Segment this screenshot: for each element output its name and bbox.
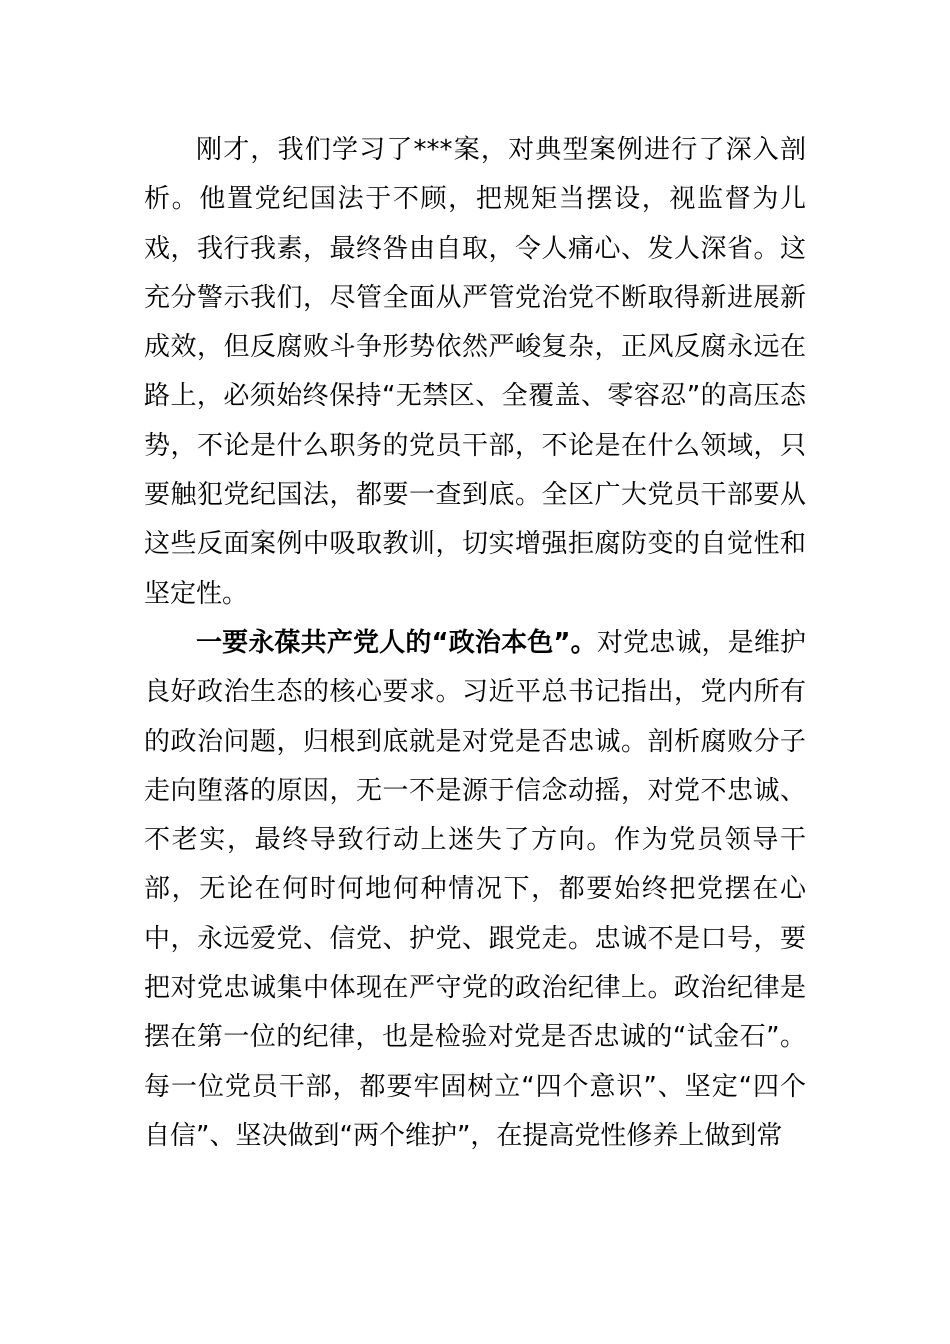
paragraph-2	[144, 619, 806, 1161]
paragraph-1	[144, 126, 806, 619]
paragraph-2-heading: 一要永葆共产党人的“政治本色”。	[196, 627, 597, 658]
document-body	[144, 126, 806, 1161]
paragraph-1-text: 刚才，我们学习了***案，对典型案例进行了深入剖析。他置党纪国法于不顾，把规矩当摆设，视监督为儿戏，我行我素，最终咎由自取，令人痛心、发人深省。这充分警示我们，尽管全面从严管党治党不断取得新进展新成效，但反腐败斗争形势依然严峻复杂，正风反腐永远在路上，必须始终保持“无禁区、全覆盖、零容忍”的高压态势，不论是什么职务的党员干部，不论是在什么领域，只要触犯党纪国法，都要一查到底。全区广大党员干部要从这些反面案例中吸取教训，切实增强拒腐防变的自觉性和坚定性。	[144, 135, 806, 609]
paragraph-2-text: 对党忠诚，是维护良好政治生态的核心要求。习近平总书记指出，党内所有的政治问题，归根到底就是对党是否忠诚。剖析腐败分子走向堕落的原因，无一不是源于信念动摇，对党不忠诚、不老实，最终导致行动上迷失了方向。作为党员领导干部，无论在何时何地何种情况下，都要始终把党摆在心中，永远爱党、信党、护党、跟党走。忠诚不是口号，要把对党忠诚集中体现在严守党的政治纪律上。政治纪律是摆在第一位的纪律，也是检验对党是否忠诚的“试金石”。每一位党员干部，都要牢固树立“四个意识”、坚定“四个自信”、坚决做到“两个维护”，在提高党性修养上做到常	[144, 627, 806, 1151]
